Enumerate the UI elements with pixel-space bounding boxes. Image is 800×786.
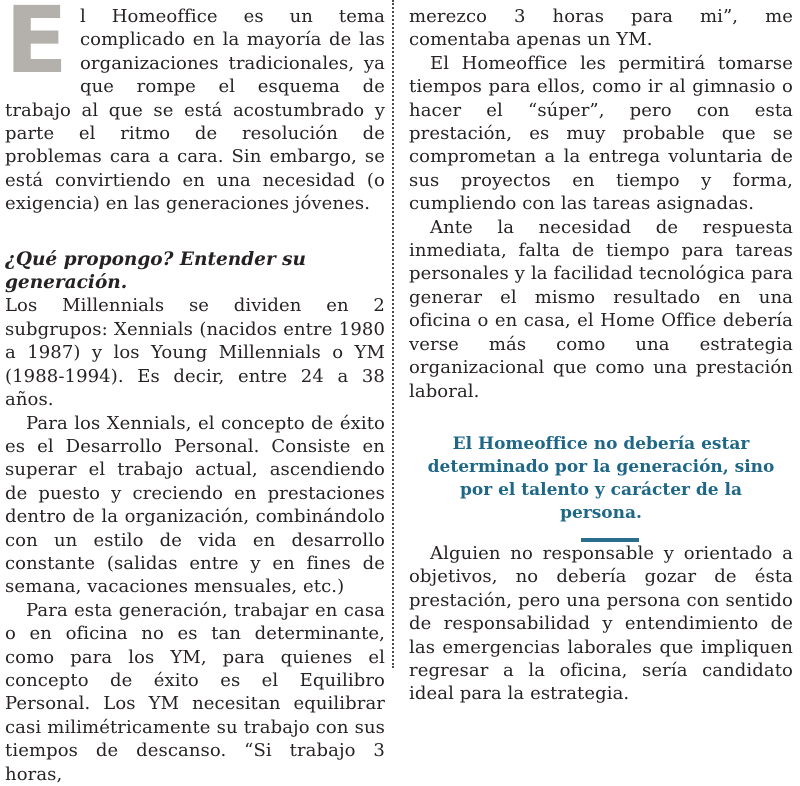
opening-paragraph — [5, 0, 385, 216]
left-column — [5, 0, 385, 785]
right-column — [409, 5, 793, 705]
paragraph-millennials-subgroups: Los Millennials se dividen en 2 subgrupos: Xennials (nacidos entre 1980 a 1987) y los Young Millennials o YM (1988-1994). Es decir, entre 24 a 38 años. — [5, 295, 385, 411]
pull-quote-rule — [581, 538, 639, 542]
column-gutter — [385, 5, 409, 679]
section-subhead: ¿Qué propongo? Entender su generación. — [5, 248, 306, 294]
paragraph-xennials-success: Para los Xennials, el concepto de éxito es el Desarrollo Personal. Consiste en superar el trabajo actual, ascendiendo de puesto y creciendo en prestaciones dentro de la organización, combinándolo con un estilo de vida en desarrollo constante (salidas entre y en fines de semana, vacaciones mensuales, etc.) — [5, 412, 385, 598]
paragraph-homeoffice-benefits: El Homeoffice les permitirá tomarse tiempos para ellos, como ir al gimnasio o hacer el “súper”, pero con esta prestación, es muy probable que se comprometan a la entrega voluntaria de sus proyectos en tiempo y forma, cumpliendo con las tareas asignadas. — [409, 52, 793, 215]
paragraph-ym-balance: Para esta generación, trabajar en casa o en oficina no es tan determinante, como para los YM, para quienes el concepto de éxito es el Equilibro Personal. Los YM necesitan equilibrar casi milimétricamente su trabajo con sus tiempos de descanso. “Si trabajo 3 horas, — [5, 599, 385, 785]
paragraph-organizational-strategy: Ante la necesidad de respuesta inmediata, falta de tiempo para tareas personales y la facilidad tecnológica para generar el mismo resultado en una oficina o en casa, el Home Office debería verse más como una estrategia organizacional que como una prestación laboral. — [409, 216, 793, 402]
pull-quote: El Homeoffice no debería estar determinado por la generación, sino por el talento y carácter de la persona. — [427, 433, 775, 523]
paragraph-quote-continuation: merezco 3 horas para mi”, me comentaba apenas un YM. — [409, 6, 793, 51]
paragraph-ideal-candidate: Alguien no responsable y orientado a objetivos, no debería gozar de ésta prestación, pero una persona con sentido de responsabilidad y entendimiento de las emergencias laborales que impliquen regresar a la oficina, sería candidato ideal para la estrategia. — [409, 542, 793, 705]
dropcap-letter: E — [5, 0, 68, 94]
opening-paragraph-text: l Homeoffice es un tema complicado en la mayoría de las organizaciones tradicionales, ya que rompe el esquema de trabajo al que se está acostumbrado y parte el ritmo de resolución de problemas cara a cara. Sin embargo, se está convirtiendo en una necesidad (o exigencia) en las generaciones jóvenes. — [5, 6, 385, 215]
column-divider-dotted-line — [392, 0, 394, 668]
